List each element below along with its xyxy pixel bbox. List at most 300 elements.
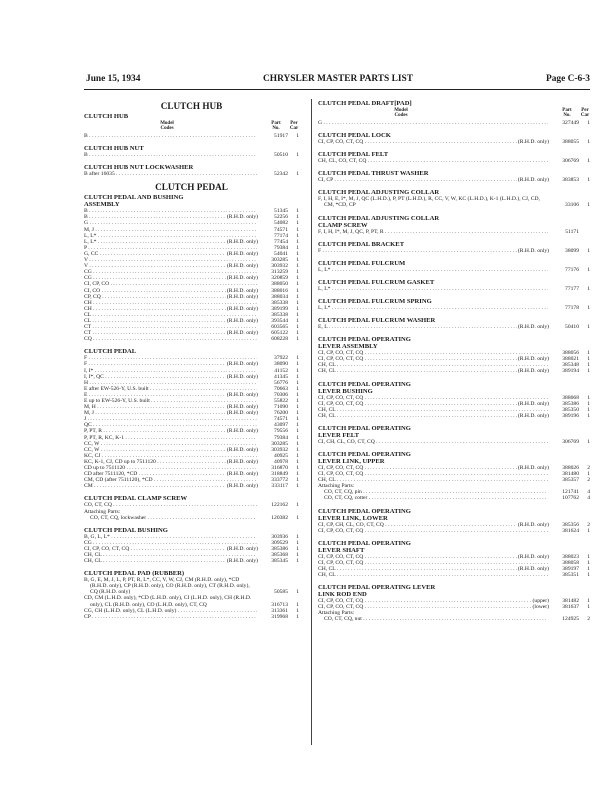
row-note: (R.H.D. only) (226, 287, 258, 294)
per-car-qty: 1 (587, 202, 590, 209)
part-number: 41152 (274, 367, 288, 374)
table-row (84, 133, 299, 139)
model-codes: CH, CL . . . (84, 558, 226, 564)
model-codes: E after EW-526-Y, U.S. built . . . (84, 386, 257, 392)
table-row (318, 324, 590, 330)
part-number: 51171 (565, 228, 579, 235)
row-note: (R.H.D. only) (517, 247, 549, 254)
column-header (84, 121, 299, 133)
model-codes: F . . . (84, 355, 257, 361)
part-number: 388058 (562, 559, 579, 566)
category-name: CLUTCH PEDAL DRAFT[PAD] (318, 100, 412, 107)
table-row (84, 502, 299, 508)
table-row (318, 495, 590, 501)
per-car-qty: 1 (296, 317, 299, 324)
row-note: (R.H.D. only) (226, 305, 258, 312)
category-name: CLUTCH PEDAL FULCRUM WASHER (318, 317, 436, 325)
model-codes: E up to EW-526-Y, U.S. built . . . (84, 398, 257, 404)
part-number: 55822 (274, 398, 288, 404)
model-codes: CH, CL . . . (318, 572, 548, 578)
part-number: 318849 (271, 471, 288, 478)
category-name-line1: CLUTCH PEDAL OPERATING (318, 424, 411, 432)
table-row (318, 528, 590, 534)
row-note: (R.H.D. only) (517, 400, 549, 407)
part-number: 306769 (562, 438, 579, 445)
model-codes: CO, CT, CQ . . . (84, 502, 257, 508)
model-codes: I, I*, QC . . . (84, 374, 226, 380)
table-row (84, 577, 299, 595)
model-codes: CH, CL, CO, CT, CQ . . . (318, 158, 548, 164)
model-codes: E . . . (84, 392, 226, 398)
category-name: CLUTCH HUB (84, 113, 129, 120)
codes-label: Codes (160, 126, 174, 131)
model-codes: KC, CJ . . . (84, 453, 257, 459)
row-note: (R.H.D. only) (226, 458, 258, 465)
per-car-qty: 1 (296, 324, 299, 331)
part-number: 303936 (271, 533, 288, 540)
model-codes: H . . . (84, 380, 257, 386)
model-codes: CH, CL . . . (318, 362, 548, 368)
per-car-qty: 1 (296, 171, 299, 178)
model-codes: CH . . . (84, 306, 226, 312)
row-note: (R.H.D. only) (226, 330, 258, 337)
category-title (318, 508, 590, 522)
part-number: 381637 (562, 604, 579, 611)
model-codes: B . . . (84, 208, 257, 214)
part-number: 303932 (271, 263, 288, 270)
part-label: Part (271, 121, 281, 126)
model-codes: CQ . . . (84, 336, 257, 342)
row-note: (R.H.D. only) (226, 558, 258, 565)
category-name: CLUTCH PEDAL ADJUSTING COLLAR (318, 189, 440, 197)
row-note: (lower) (532, 604, 549, 611)
model-codes: B, G, L, L* . . . (84, 534, 257, 540)
per-car-qty: 1 (296, 305, 299, 312)
model-codes: M, J . . . (84, 410, 226, 416)
category-title (318, 317, 590, 324)
per-car-qty: 2 (587, 464, 590, 471)
part-number: 303285 (271, 257, 288, 264)
per-car-qty: 1 (296, 434, 299, 441)
row-note: (R.H.D. only) (517, 324, 549, 331)
part-number: 333117 (271, 483, 288, 490)
category-title (318, 100, 590, 107)
model-codes: CP, CQ . . . (84, 294, 226, 300)
part-number: 327449 (562, 120, 579, 126)
part-number: 388068 (562, 394, 579, 401)
per-car-qty: 1 (296, 244, 299, 251)
model-codes: F . . . (318, 248, 517, 254)
part-number: 40925 (274, 452, 288, 459)
part-number: 70306 (274, 391, 288, 398)
per-car-qty: 1 (587, 400, 590, 407)
model-codes: V . . . (84, 263, 226, 269)
model-codes: CH, CL . . . (318, 413, 517, 419)
part-number: 54041 (274, 250, 288, 257)
model-codes: CI, CP, CO, CT, CQ . . . (318, 560, 548, 566)
part-number: 608228 (271, 336, 288, 343)
per-car-qty: 1 (296, 133, 299, 139)
model-codes: CI, CP, CO, CT, CQ . . . (84, 546, 226, 552)
category-name-line2: LEVER SHAFT (318, 546, 365, 554)
per-car-qty: 1 (296, 379, 299, 386)
part-number: 385356 (562, 521, 579, 528)
per-car-qty: 1 (296, 269, 299, 276)
model-codes: G . . . (318, 120, 548, 126)
per-car-qty: 1 (587, 304, 590, 311)
per-car-qty: 1 (296, 607, 299, 614)
model-codes: CH, CL . . . (318, 477, 548, 483)
per-car-qty: 1 (296, 477, 299, 484)
category-title (318, 241, 590, 248)
category-name-line2: LEVER LINK, UPPER (318, 457, 385, 465)
per-car-qty: 1 (296, 385, 299, 392)
column-divider (311, 99, 312, 745)
model-codes: CI, CP, CO, CT, CQ . . . (318, 395, 548, 401)
row-note: (R.H.D. only) (226, 317, 258, 324)
per-car-qty: 1 (296, 471, 299, 478)
category-name-line2: LEVER FELT (318, 431, 359, 439)
per-car-qty: 4 (587, 495, 590, 502)
per-car-qty: 1 (296, 613, 299, 620)
model-codes: P . . . (84, 245, 257, 251)
per-car-qty: 1 (296, 275, 299, 282)
model-codes: CM . . . (84, 483, 226, 489)
per-car-qty: 1 (587, 356, 590, 363)
row-note: (R.H.D. only) (226, 263, 258, 270)
per-car-qty: 1 (587, 324, 590, 331)
table-row (318, 120, 590, 126)
part-number: 74571 (274, 226, 288, 233)
model-codes: CI, CP, CO, CT, CQ . . . (318, 356, 517, 362)
part-number: 388021 (562, 356, 579, 363)
per-car-qty: 1 (296, 250, 299, 257)
per-car-qty: 1 (296, 398, 299, 404)
part-number: 52342 (274, 171, 288, 178)
part-number: 385348 (562, 362, 579, 369)
model-codes: B . . . (84, 214, 226, 220)
category-name-line2: LEVER BUSHING (318, 387, 373, 395)
per-car-qty: 1 (296, 293, 299, 300)
model-codes: CI, CP, CO, CT, CQ . . . (318, 139, 517, 145)
per-car-qty: 1 (587, 565, 590, 572)
model-codes: QC . . . (84, 422, 257, 428)
part-number: 603565 (271, 324, 288, 331)
per-car-qty: 1 (296, 367, 299, 374)
per-car-qty: 1 (587, 572, 590, 578)
model-codes-header (376, 108, 426, 118)
category-title (318, 260, 590, 267)
part-number: 33106 (565, 202, 579, 209)
category-title (318, 132, 590, 139)
attaching-parts-label: Attaching Parts: (318, 610, 355, 617)
category-name: CLUTCH PEDAL LOCK (318, 132, 391, 140)
model-codes: CH, CL . . . (318, 368, 517, 374)
category-title (318, 381, 590, 395)
per-car-qty: 1 (296, 589, 299, 596)
category-title (318, 425, 590, 439)
model-codes-header (142, 121, 192, 131)
table-row (84, 614, 299, 620)
page-header (86, 74, 590, 88)
per-car-qty: 1 (296, 336, 299, 343)
model-codes: CH, CL . . . (318, 407, 548, 413)
per-car-qty: 1 (296, 373, 299, 380)
per-car-qty: 1 (296, 458, 299, 465)
part-number: 385351 (562, 572, 579, 578)
model-codes: CI, CH, CL, CO, CT, CQ . . . (318, 439, 548, 445)
per-car-qty: 4 (587, 489, 590, 496)
part-number: 605122 (271, 330, 288, 337)
row-note: (R.H.D. only) (517, 177, 549, 184)
model-codes: L, L* . . . (318, 305, 548, 311)
part-number: 124925 (562, 616, 579, 623)
model-codes: CD up to 7511120 . . . (84, 465, 257, 471)
per-car-qty: 1 (296, 404, 299, 411)
model-codes: CI, CP, CO, CT, CQ . . . (318, 604, 532, 610)
per-car-qty: 1 (587, 406, 590, 413)
per-car-qty: 1 (296, 152, 299, 159)
part-number: 388056 (562, 350, 579, 357)
part-number: 316870 (271, 465, 288, 472)
category-title (84, 495, 299, 502)
model-codes: CO, CT, CQ, cotter . . . (318, 495, 548, 501)
per-car-qty: 1 (296, 238, 299, 245)
category-title (318, 336, 590, 350)
part-number: 385368 (271, 551, 288, 558)
per-car-qty: 1 (296, 299, 299, 306)
part-number: 388050 (271, 281, 288, 288)
model-codes: CI, CO . . . (84, 288, 226, 294)
per-car-qty: 1 (587, 559, 590, 566)
table-row (84, 595, 299, 607)
part-number: 306769 (562, 158, 579, 165)
model-codes: B, G, E, M, J, L, P, PT, R, L*, CC, V, W, CJ, CM (R.H.D. only), *CD (R.H.D. only), CP (R.H.D. only), CO (R.H.D. only), CT (R.H.D. only), CQ (R.H.D. only) (84, 577, 250, 596)
part-number: 381624 (562, 527, 579, 534)
table-row (318, 439, 590, 445)
per-car-qty: 1 (296, 539, 299, 546)
model-codes: CC, W . . . (84, 441, 257, 447)
category-title (318, 215, 590, 229)
category-name-line2: LEVER LINK, LOWER (318, 514, 388, 522)
model-codes: L, L* . . . (318, 286, 548, 292)
category-title (84, 145, 299, 152)
per-car-qty: 1 (296, 208, 299, 215)
model-codes: KC, K-1, CJ, CD up to 7511120 . . . (84, 459, 226, 465)
per-car-qty: 1 (296, 287, 299, 294)
part-number: 385338 (271, 299, 288, 306)
per-car-qty: 1 (296, 232, 299, 239)
section-title-clutch-pedal: CLUTCH PEDAL (155, 182, 228, 193)
per-car-qty: 1 (296, 483, 299, 490)
part-number: 51917 (274, 133, 288, 139)
per-car-header (289, 121, 299, 131)
attaching-parts-label: Attaching Parts: (318, 483, 355, 490)
category-name: CLUTCH PEDAL FULCRUM SPRING (318, 297, 432, 305)
per-car-qty: 1 (296, 465, 299, 472)
per-car-qty: 1 (296, 281, 299, 288)
category-name-line1: CLUTCH PEDAL AND BUSHING (84, 194, 184, 202)
per-car-qty: 1 (296, 330, 299, 337)
part-number: 79384 (274, 244, 288, 251)
per-car-qty: 1 (296, 428, 299, 435)
per-car-qty: 1 (587, 285, 590, 292)
header-date: June 15, 1934 (86, 74, 141, 84)
per-car-qty: 2 (587, 521, 590, 528)
per-car-qty: 1 (587, 527, 590, 534)
per-car-qty: 1 (587, 412, 590, 419)
model-codes: CG . . . (84, 269, 257, 275)
table-row (84, 336, 299, 342)
row-note: (R.H.D. only) (226, 391, 258, 398)
model-codes: CI, CP, CO, CT, CQ . . . (318, 528, 548, 534)
per-car-qty: 1 (587, 394, 590, 401)
category-name: CLUTCH PEDAL CLAMP SCREW (84, 495, 188, 503)
category-name-line1: CLUTCH PEDAL OPERATING LEVER (318, 584, 436, 592)
model-codes: CH . . . (84, 300, 257, 306)
no-label: No. (272, 126, 280, 131)
row-note: (R.H.D. only) (226, 373, 258, 380)
per-car-qty: 2 (587, 616, 590, 623)
part-number: 385350 (562, 406, 579, 413)
part-number: 393544 (271, 317, 288, 324)
model-codes: F . . . (84, 361, 226, 367)
category-name-line2: LINK ROD END (318, 591, 367, 599)
row-note: (R.H.D. only) (517, 464, 549, 471)
model-codes: P, PT, R . . . (84, 428, 226, 434)
part-number: 107762 (562, 495, 579, 502)
model-label: Model (160, 121, 174, 126)
no-label: No. (563, 113, 571, 118)
per-car-qty: 1 (587, 604, 590, 611)
model-codes: B . . . (84, 152, 257, 158)
model-codes: CI, CP, CO, CT, CQ . . . (318, 554, 517, 560)
per-car-qty: 1 (296, 558, 299, 565)
part-number: 389194 (562, 368, 579, 375)
part-number: 313259 (271, 269, 288, 276)
right-column (318, 100, 590, 622)
part-number: 303932 (271, 446, 288, 453)
model-codes: B . . . (84, 133, 257, 139)
part-number: 56776 (274, 379, 288, 386)
part-number: 385386 (271, 545, 288, 552)
per-car-header (580, 108, 590, 118)
row-note: (R.H.D. only) (226, 238, 258, 245)
model-codes: CI, CP, CH, CL, CO, CT, CQ . . . (318, 522, 517, 528)
category-name: CLUTCH PEDAL PAD (RUBBER) (84, 570, 185, 578)
model-codes: CO, CT, CQ, lockwasher . . . (84, 515, 257, 521)
category-title (84, 527, 299, 534)
row-note: (R.H.D. only) (226, 471, 258, 478)
model-codes: F, I, H, E, I*, M, J, QC (L.H.D.), P, PT (L.H.D.), R, CC, V, W, KC (L.H.D.), K-1 (L.H.D.), CJ, CD, CM, *CD, CP (318, 196, 540, 209)
part-number: 51345 (274, 208, 288, 215)
part-number: 76200 (274, 410, 288, 417)
model-codes: CT . . . (84, 330, 226, 336)
part-number: 320859 (271, 275, 288, 282)
row-note: (R.H.D. only) (226, 545, 258, 552)
row-note: (R.H.D. only) (226, 404, 258, 411)
table-row (318, 286, 590, 292)
per-car-qty: 1 (587, 438, 590, 445)
category-title (84, 113, 299, 120)
table-row (318, 139, 590, 145)
model-codes: CI, CP . . . (318, 177, 517, 183)
per-car-qty: 1 (587, 350, 590, 357)
part-number: 70663 (274, 385, 288, 392)
model-codes: P, PT, R, KC, K-1 . . . (84, 435, 257, 441)
header-rule (84, 89, 590, 90)
row-note: (R.H.D. only) (226, 214, 258, 221)
per-car-qty: 1 (296, 263, 299, 270)
part-number: 389196 (562, 412, 579, 419)
part-number: 333772 (271, 477, 288, 484)
part-number: 50585 (274, 589, 288, 596)
table-row (84, 483, 299, 489)
per-car-qty: 1 (296, 440, 299, 447)
row-note: (R.H.D. only) (517, 139, 549, 146)
part-number: 385386 (562, 400, 579, 407)
row-note: (R.H.D. only) (226, 446, 258, 453)
category-name-line1: CLUTCH PEDAL OPERATING (318, 539, 411, 547)
part-number: 388034 (271, 293, 288, 300)
part-number: 79556 (274, 428, 288, 435)
per-car-qty: 1 (587, 471, 590, 478)
category-title (318, 151, 590, 158)
per-car-qty: 1 (296, 226, 299, 233)
section-title-clutch-hub: CLUTCH HUB (160, 101, 223, 111)
model-codes: M, J . . . (84, 227, 257, 233)
row-note: (R.H.D. only) (226, 250, 258, 257)
model-codes: I, I* . . . (84, 368, 257, 374)
part-number: 41345 (274, 373, 288, 380)
codes-label: Codes (394, 113, 408, 118)
model-codes: L, L* . . . (84, 233, 257, 239)
per-car-qty: 1 (296, 355, 299, 362)
category-name-line1: CLUTCH PEDAL ADJUSTING COLLAR (318, 214, 440, 222)
table-row (84, 171, 299, 177)
category-name: CLUTCH PEDAL FULCRUM (318, 259, 406, 267)
model-codes: G . . . (84, 220, 257, 226)
row-note: (R.H.D. only) (517, 356, 549, 363)
part-number: 388023 (562, 553, 579, 560)
category-title (318, 298, 590, 305)
row-note: (upper) (532, 598, 549, 605)
car-label: Car (580, 113, 590, 118)
part-number: 77177 (565, 285, 579, 292)
part-number: 385357 (562, 477, 579, 484)
part-number: 52256 (274, 214, 288, 221)
row-note: (R.H.D. only) (517, 565, 549, 572)
model-codes: CH, CL . . . (84, 552, 257, 558)
model-codes: CL . . . (84, 318, 226, 324)
table-row (84, 152, 299, 158)
row-note: (R.H.D. only) (226, 293, 258, 300)
part-number: 54082 (274, 220, 288, 227)
category-name: CLUTCH PEDAL BUSHING (84, 526, 168, 534)
part-number: 303285 (271, 440, 288, 447)
per-car-qty: 1 (296, 551, 299, 558)
model-codes: CI, CP, CO, CT, CQ . . . (318, 471, 548, 477)
table-row (318, 267, 590, 273)
table-row (318, 572, 590, 578)
category-name-line2: LEVER ASSEMBLY (318, 343, 378, 351)
model-codes: CM, CD (after 7511120), *CD . . . (84, 477, 257, 483)
model-codes: B after 16035 . . . (84, 171, 257, 177)
per-car-qty: 1 (296, 514, 299, 521)
row-note: (R.H.D. only) (226, 410, 258, 417)
model-codes: CP . . . (84, 614, 257, 620)
table-row (318, 158, 590, 164)
